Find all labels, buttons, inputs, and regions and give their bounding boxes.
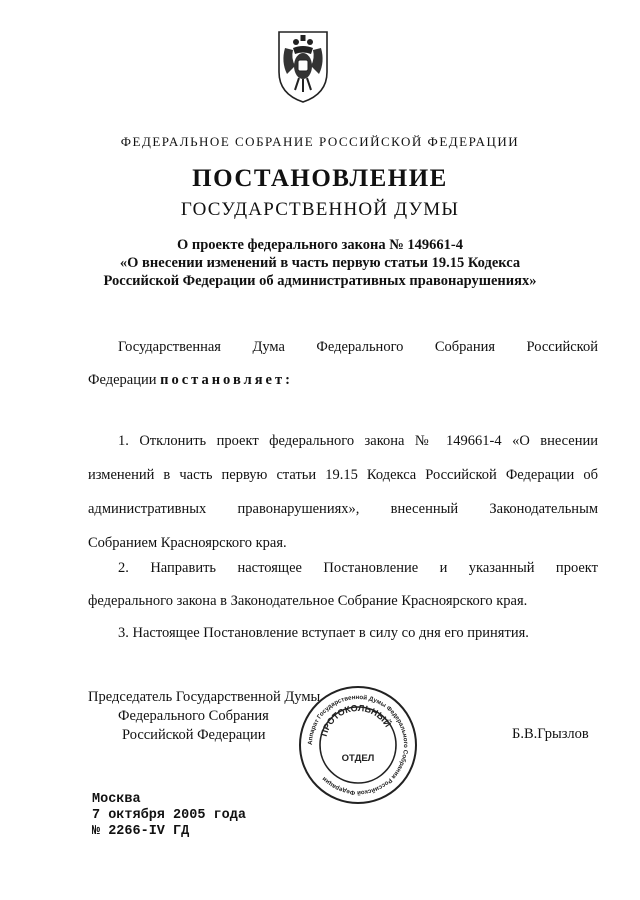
decision-word: постановляет: bbox=[160, 372, 293, 388]
preamble-text: Федерации bbox=[88, 372, 157, 388]
position-line: Российской Федерации bbox=[122, 727, 266, 743]
item-line: изменений в часть первую статьи 19.15 Кодекса Российской Федерации об bbox=[88, 467, 598, 483]
stamp-ring-text: Аппарат Государственной Думы Федерального Собрания Российской Федерации bbox=[306, 693, 410, 797]
item-line: административных правонарушениях», внесенный Законодательным bbox=[88, 501, 598, 517]
footer-city: Москва bbox=[92, 792, 141, 807]
item-1-first-line bbox=[118, 426, 598, 457]
position-line: Федерального Собрания bbox=[118, 708, 269, 724]
item-line: Собранием Красноярского края. bbox=[88, 535, 287, 551]
item-2-first-line bbox=[118, 553, 598, 584]
stamp-inner-top: ПРОТОКОЛЬНЫЙ bbox=[318, 702, 393, 738]
item-line: 1. Отклонить проект федерального закона № 149661-4 «О внесении bbox=[118, 433, 598, 449]
coat-of-arms-icon bbox=[275, 26, 331, 106]
item-line: 3. Настоящее Постановление вступает в силу со дня его принятия. bbox=[118, 625, 529, 641]
preamble-continuation bbox=[88, 365, 598, 396]
item-line: федерального закона в Законодательное Собрание Красноярского края. bbox=[88, 593, 528, 609]
item-1-body bbox=[88, 460, 598, 559]
position-line: Председатель Государственной Думы bbox=[88, 689, 321, 705]
stamp-inner-bottom: ОТДЕЛ bbox=[341, 753, 375, 764]
assembly-name: ФЕДЕРАЛЬНОЕ СОБРАНИЕ РОССИЙСКОЙ ФЕДЕРАЦИИ bbox=[120, 134, 520, 149]
footer-number: № 2266-IV ГД bbox=[92, 824, 190, 839]
item-2-body bbox=[88, 586, 598, 617]
document-footer bbox=[92, 792, 246, 840]
preamble-line: Государственная Дума Федерального Собрания Российской bbox=[118, 339, 598, 355]
heading-line: О проекте федерального закона № 149661-4 bbox=[176, 237, 464, 253]
official-stamp bbox=[296, 683, 420, 807]
heading-line: «О внесении изменений в часть первую статьи 19.15 Кодекса bbox=[119, 255, 521, 271]
document-type: ПОСТАНОВЛЕНИЕ bbox=[192, 165, 448, 192]
document-issuer: ГОСУДАРСТВЕННОЙ ДУМЫ bbox=[180, 199, 460, 220]
signer-name: Б.В.Грызлов bbox=[512, 726, 589, 742]
heading-line: Российской Федерации об административных правонарушениях» bbox=[103, 273, 537, 289]
signatory-position bbox=[88, 688, 328, 745]
item-line: 2. Направить настоящее Постановление и указанный проект bbox=[118, 560, 598, 576]
item-3 bbox=[118, 618, 598, 649]
preamble-paragraph bbox=[118, 332, 598, 363]
document-heading bbox=[60, 236, 580, 290]
footer-date: 7 октября 2005 года bbox=[92, 808, 246, 823]
